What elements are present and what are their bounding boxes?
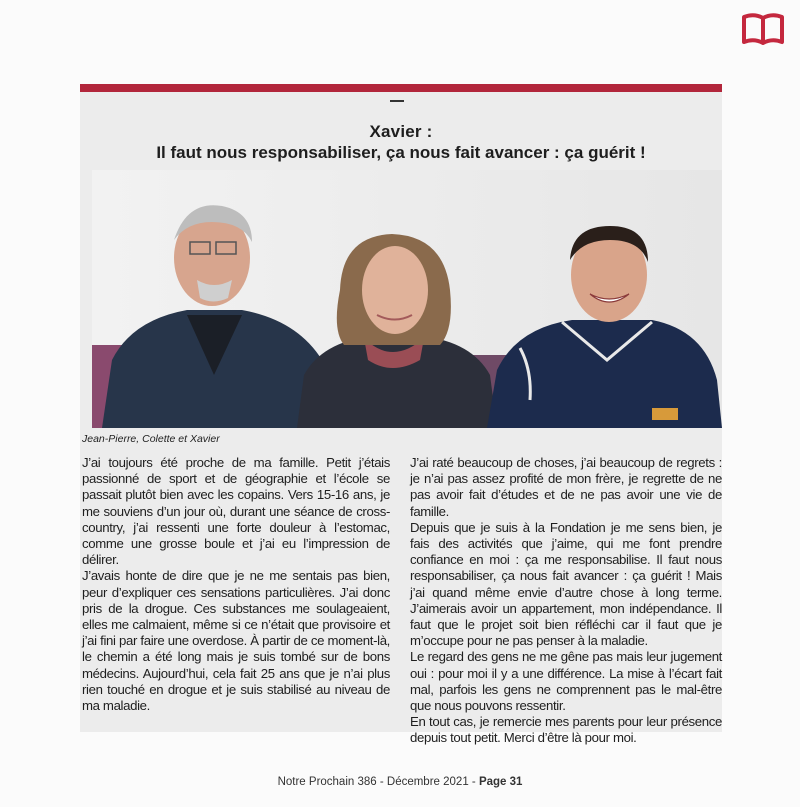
article-subject-name: Xavier :	[369, 122, 433, 141]
paragraph: Depuis que je suis à la Fondation je me sens bien, je fais des activités que j’aime, qui me font prendre confiance en moi : ça me responsabilise. Il faut nous responsabiliser, ça nous fait avancer : ça guérit ! Mais j’ai quand même envie d’autre chose à long terme. J’aimerais avoir un appartement, mon indépendance. Il faut que le projet soit bien réfléchi car il faut que je m’occupe pour ne pas penser à la maladie.	[410, 519, 722, 649]
header-accent-bar	[80, 84, 722, 92]
book-icon	[740, 11, 786, 47]
paragraph: En tout cas, je remercie mes parents pour leur présence depuis tout petit. Merci d’être là pour moi.	[410, 714, 722, 746]
paragraph: Le regard des gens ne me gêne pas mais leur jugement oui : pour moi il y a une différence. La mise à l’écart fait mal, parfois les gens ne comprennent pas le mal-être que nous pouvons ressentir.	[410, 649, 722, 714]
page-footer	[0, 776, 800, 788]
article-title: Il faut nous responsabiliser, ça nous fait avancer : ça guérit !	[156, 143, 646, 162]
portrait-photo	[92, 170, 722, 428]
header-dash	[390, 100, 404, 102]
photo-caption: Jean-Pierre, Colette et Xavier	[82, 433, 220, 445]
paragraph: J’avais honte de dire que je ne me sentais pas bien, peur d’expliquer ces sensations particulières. J’ai donc pris de la drogue. Ces substances me soulageaient, elles me calmaient, même si ce n’était que provisoire et j’ai fini par faire une overdose. À partir de ce moment-là, le chemin a été long mais je suis tombé sur de bons médecins. Aujourd’hui, cela fait 25 ans que je n’ai plus rien touché en drogue et je suis stabilisé au niveau de ma maladie.	[82, 568, 390, 714]
paragraph: J’ai toujours été proche de ma famille. Petit j’étais passionné de sport et de géographie et l’école se passait plutôt bien avec les copains. Vers 15-16 ans, je me souviens d’un jour où, durant une séance de cross-country, j’ai ressenti une forte douleur à l’estomac, comme une grosse boule et j’ai eu l’impression de délirer.	[82, 455, 390, 568]
portrait-photo-illustration	[92, 170, 722, 428]
paragraph: J’ai raté beaucoup de choses, j’ai beaucoup de regrets : je n’ai pas assez profité de mon frère, je regrette de ne pas avoir fait d’études et de ne pas avoir une vie de famille.	[410, 455, 722, 519]
article-column-left	[82, 455, 390, 714]
article-column-right	[410, 455, 722, 747]
footer-publication: Notre Prochain 386 - Décembre 2021 -	[277, 776, 479, 788]
footer-page-number: Page 31	[478, 776, 523, 788]
